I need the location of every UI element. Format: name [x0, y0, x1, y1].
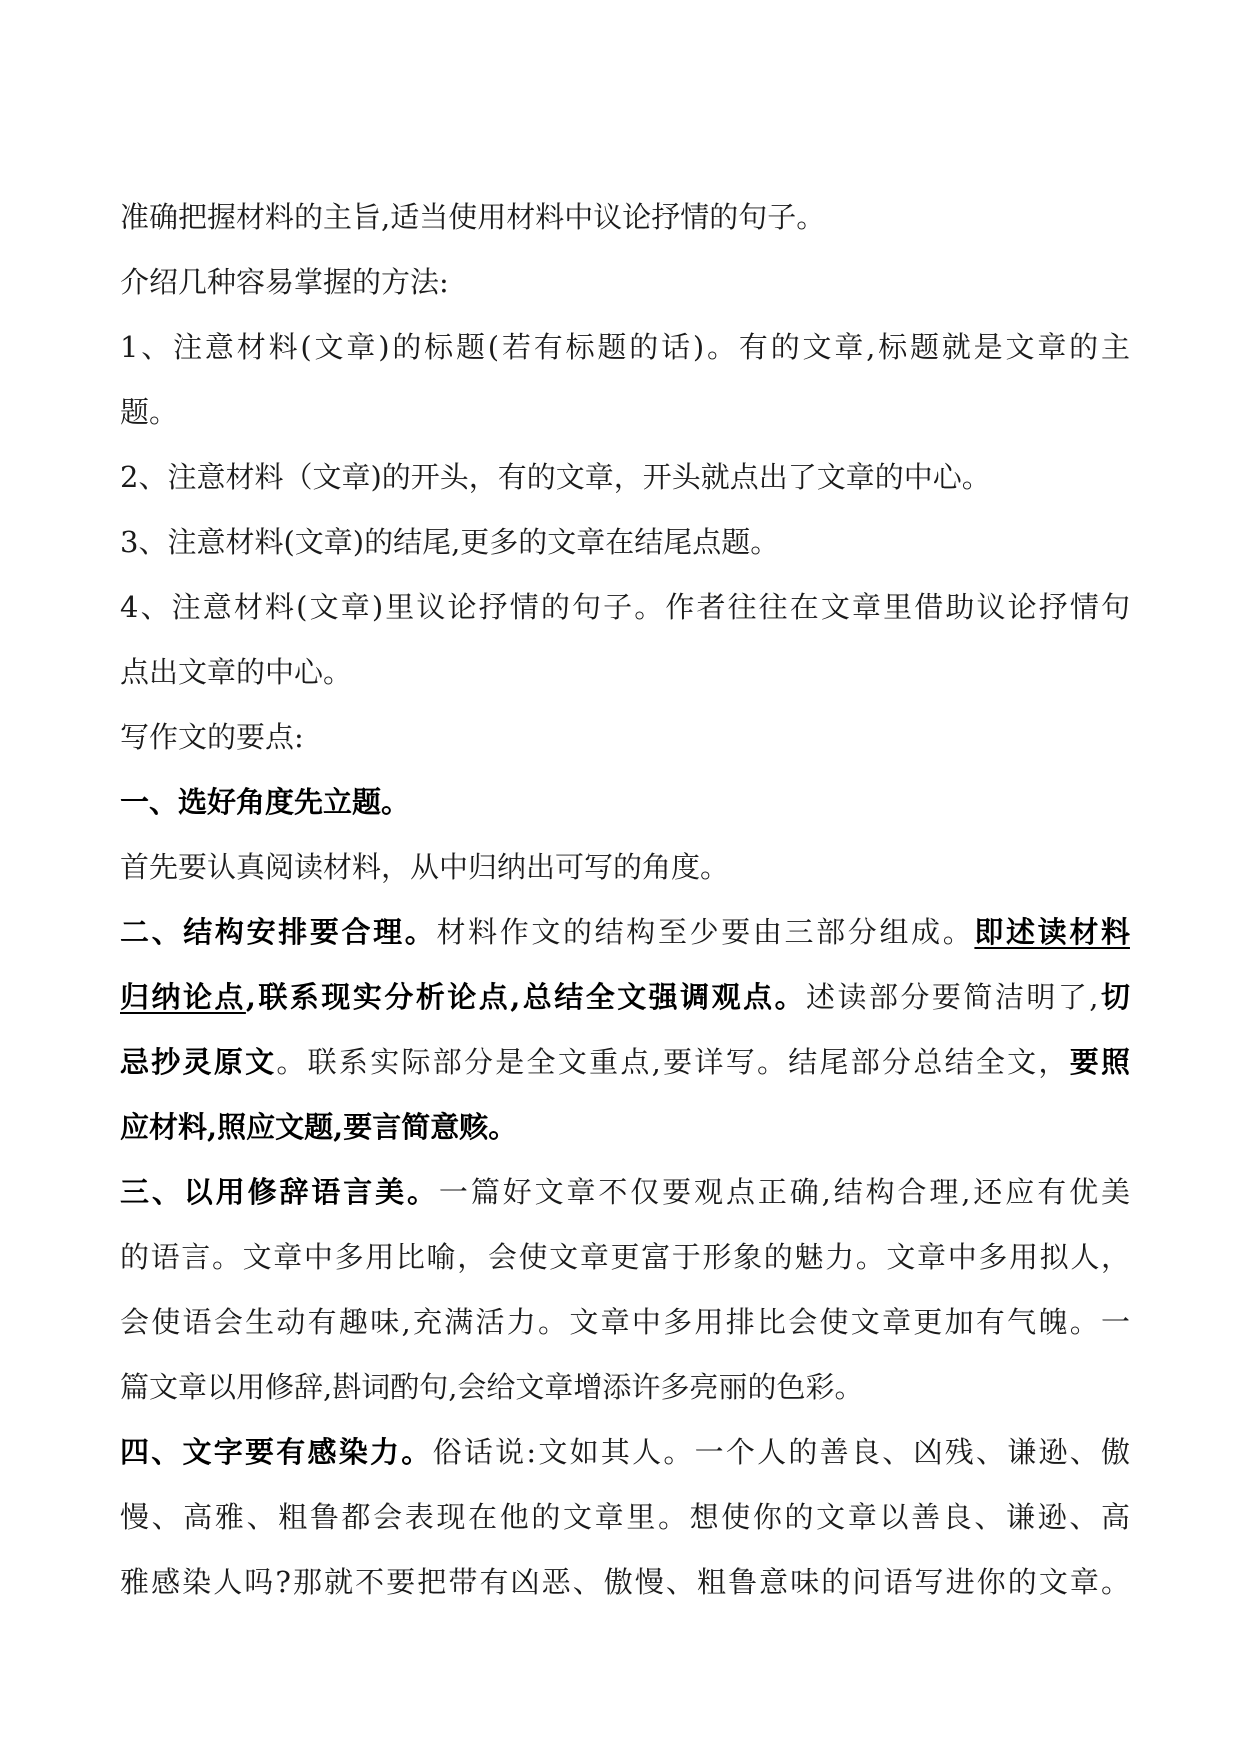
document-body — [120, 185, 1130, 1615]
text-line — [120, 1290, 1130, 1355]
text-segment: 2、注意材料（文章)的开头，有的文章，开头就点出了文章的中心。 — [120, 460, 991, 494]
bold-text-segment: 要照 — [1069, 1045, 1130, 1079]
text-segment: 材料作文的结构至少要由三部分组成。 — [436, 915, 975, 949]
bold-text-segment: 切 — [1098, 980, 1130, 1014]
text-segment: 题。 — [120, 395, 179, 429]
text-segment: 。联系实际部分是全文重点,要详写。结尾部分总结全文， — [276, 1045, 1070, 1079]
bold-text-segment: 即述读材料 — [974, 915, 1130, 949]
text-segment: 准确把握材料的主旨,适当使用材料中议论抒情的句子。 — [120, 200, 826, 234]
text-line — [120, 445, 1130, 510]
text-segment: 俗话说:文如其人。一个人的善良、凶残、谦逊、傲 — [432, 1435, 1130, 1469]
text-line — [120, 250, 1130, 315]
text-line — [120, 1095, 1130, 1160]
text-line — [120, 1485, 1130, 1550]
text-line — [120, 510, 1130, 575]
text-line — [120, 1160, 1130, 1225]
bold-text-segment: 二、结构安排要合理。 — [120, 915, 437, 949]
text-line — [120, 1550, 1130, 1615]
text-line — [120, 835, 1130, 900]
bold-text-segment: 忌抄灵原文 — [120, 1045, 277, 1079]
text-segment: 介绍几种容易掌握的方法: — [120, 265, 449, 299]
text-line — [120, 1030, 1130, 1095]
text-line — [120, 185, 1130, 250]
text-segment: 雅感染人吗?那就不要把带有凶恶、傲慢、粗鲁意味的问语写进你的文章。 — [120, 1565, 1130, 1599]
text-line — [120, 965, 1130, 1030]
text-segment: 首先要认真阅读材料，从中归纳出可写的角度。 — [120, 850, 730, 884]
text-line — [120, 900, 1130, 965]
text-segment: 3、注意材料(文章)的结尾,更多的文章在结尾点题。 — [120, 525, 780, 559]
text-segment: 会使语会生动有趣味,充满活力。文章中多用排比会使文章更加有气魄。一 — [120, 1305, 1130, 1339]
text-segment: 述读部分要简洁明了, — [806, 980, 1099, 1014]
text-segment: 一篇好文章不仅要观点正确,结构合理,还应有优美 — [438, 1175, 1130, 1209]
text-line — [120, 380, 1130, 445]
text-segment: 篇文章以用修辞,斟词酌句,会给文章增添许多亮丽的色彩。 — [120, 1370, 864, 1404]
bold-text-segment: 应材料,照应文题,要言简意赅。 — [120, 1110, 518, 1144]
text-segment: 点出文章的中心。 — [120, 655, 353, 689]
text-line — [120, 315, 1130, 380]
text-line — [120, 1420, 1130, 1485]
text-segment: 4、注意材料(文章)里议论抒情的句子。作者往往在文章里借助议论抒情句 — [120, 590, 1130, 624]
text-line — [120, 575, 1130, 640]
text-segment: 慢、高雅、粗鲁都会表现在他的文章里。想使你的文章以善良、谦逊、高 — [120, 1500, 1130, 1534]
bold-text-segment: 四、文字要有感染力。 — [120, 1435, 433, 1469]
text-segment: 1、注意材料(文章)的标题(若有标题的话)。有的文章,标题就是文章的主 — [120, 330, 1130, 364]
bold-text-segment: ,联系现实分析论点,总结全文强调观点。 — [245, 980, 807, 1014]
text-line — [120, 1225, 1130, 1290]
bold-text-segment: 三、以用修辞语言美。 — [120, 1175, 439, 1209]
text-line — [120, 705, 1130, 770]
text-segment: 的语言。文章中多用比喻，会使文章更富于形象的魅力。文章中多用拟人， — [120, 1240, 1130, 1274]
text-line — [120, 770, 1130, 835]
bold-text-segment: 归纳论点 — [120, 980, 246, 1014]
bold-text-segment: 一、选好角度先立题。 — [120, 785, 411, 819]
text-line — [120, 640, 1130, 705]
text-segment: 写作文的要点: — [120, 720, 304, 754]
text-line — [120, 1355, 1130, 1420]
